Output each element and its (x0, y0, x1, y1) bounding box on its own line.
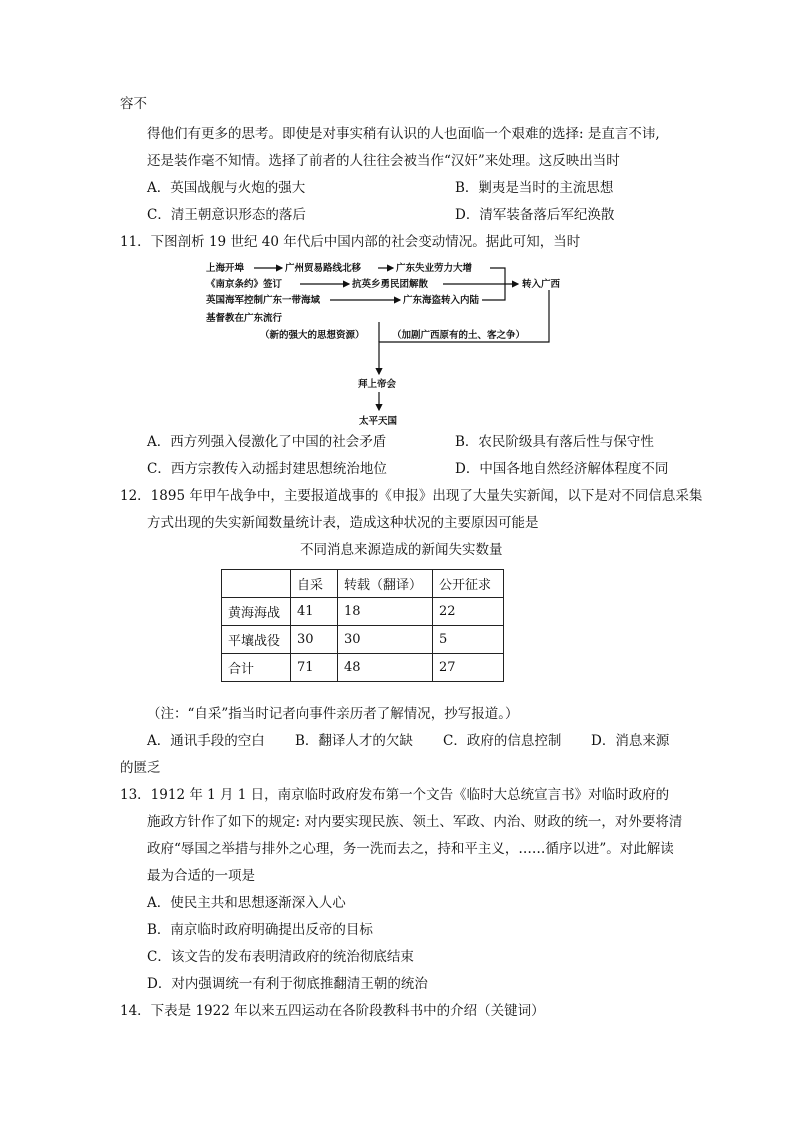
table-cell: 30 (338, 626, 433, 654)
table-row (222, 626, 504, 654)
diagram-nanjing-treaty: 《南京条约》签订 (206, 279, 283, 290)
q11-stem: 11．下图剖析 19 世纪 40 年代后中国内部的社会变动情况。据此可知，当时 (120, 234, 581, 250)
table-cell: 71 (291, 654, 338, 682)
table-cell: 平壤战役 (222, 626, 291, 654)
table-header-cell: 公开征求 (433, 570, 504, 598)
table-cell: 30 (291, 626, 338, 654)
table-cell: 22 (433, 598, 504, 626)
diagram-guangzhou-route: 广州贸易路线北移 (285, 263, 362, 274)
fragment-line2: 得他们有更多的思考。即使是对事实稍有认识的人也面临一个艰难的选择: 是直言不讳, (147, 126, 660, 142)
q12-note: （注：“自采”指当时记者向事件亲历者了解情况，抄写报道。） (147, 706, 519, 722)
table-header-row (222, 570, 504, 598)
fragment-option-b: B．剿夷是当时的主流思想 (455, 180, 614, 196)
diagram-militia-disband: 抗英乡勇民团解散 (352, 279, 429, 290)
q11-flow-diagram (200, 254, 580, 430)
fragment-option-c: C．清王朝意识形态的落后 (147, 207, 306, 223)
table-cell: 41 (291, 598, 338, 626)
q12-option-b: B．翻译人才的欠缺 (295, 733, 413, 749)
q12-option-c: C．政府的信息控制 (443, 733, 562, 749)
q13-stem-line1: 13．1912 年 1 月 1 日，南京临时政府发布第一个文告《临时大总统宣言书》对临时政府的 (120, 787, 670, 803)
table-cell: 合计 (222, 654, 291, 682)
table-cell: 27 (433, 654, 504, 682)
q13-stem-line3: 政府“辱国之举措与排外之心理，务一洗而去之，持和平主义，……循序以进”。对此解读 (147, 841, 674, 857)
q11-option-b: B．农民阶级具有落后性与保守性 (455, 434, 654, 450)
diagram-christianity: 基督教在广东流行 (206, 313, 283, 324)
q13-option-d: D．对内强调统一有利于彻底推翻清王朝的统治 (147, 976, 428, 992)
q12-option-a: A．通讯手段的空白 (147, 733, 265, 749)
diagram-note-right: （加剧广西原有的土、客之争） (392, 330, 526, 341)
table-cell: 18 (338, 598, 433, 626)
table-cell: 黄海海战 (222, 598, 291, 626)
diagram-pirates-inland: 广东海盗转入内陆 (403, 295, 480, 306)
table-header-cell: 自采 (291, 570, 338, 598)
diagram-guangdong-unemployment: 广东失业劳力大增 (396, 263, 473, 274)
table-cell: 5 (433, 626, 504, 654)
diagram-note-left: （新的强大的思想资源） (260, 330, 365, 341)
q13-option-b: B．南京临时政府明确提出反帝的目标 (147, 922, 373, 938)
fragment-option-a: A．英国战舰与火炮的强大 (147, 180, 306, 196)
q11-option-d: D．中国各地自然经济解体程度不同 (455, 461, 669, 477)
q13-option-a: A．使民主共和思想逐渐深入人心 (147, 895, 346, 911)
diagram-shanghai-port: 上海开埠 (206, 263, 245, 274)
q13-stem-line2: 施政方针作了如下的规定: 对内要实现民族、领土、军政、内治、财政的统一，对外要将清 (147, 814, 683, 830)
q12-option-d-continued: 的匮乏 (120, 760, 161, 776)
q12-stem-line1: 12．1895 年甲午战争中，主要报道战事的《申报》出现了大量失实新闻，以下是对不同信息采集 (120, 488, 703, 504)
q12-table-title: 不同消息来源造成的新闻失实数量 (300, 542, 503, 558)
diagram-god-worshipping: 拜上帝会 (358, 379, 397, 390)
q12-stem-line2: 方式出现的失实新闻数量统计表，造成这种状况的主要原因可能是 (147, 515, 539, 531)
q13-stem-line4: 最为合适的一项是 (147, 868, 255, 884)
table-row (222, 654, 504, 682)
table-header-cell: 转载（翻译） (338, 570, 433, 598)
diagram-guangxi: 转入广西 (522, 279, 561, 290)
q11-option-a: A．西方列强入侵激化了中国的社会矛盾 (147, 434, 387, 450)
diagram-british-navy: 英国海军控制广东一带海域 (206, 295, 321, 306)
fragment-line3: 还是装作毫不知情。选择了前者的人往往会被当作“汉奸”来处理。这反映出当时 (147, 153, 620, 169)
fragment-line1: 容不 (120, 96, 147, 112)
fragment-option-d: D．清军装备落后军纪涣散 (455, 207, 615, 223)
diagram-taiping: 太平天国 (359, 416, 398, 427)
q12-data-table (221, 569, 504, 682)
q11-option-c: C．西方宗教传入动摇封建思想统治地位 (147, 461, 387, 477)
q13-option-c: C．该文告的发布表明清政府的统治彻底结束 (147, 949, 414, 965)
q14-stem: 14．下表是 1922 年以来五四运动在各阶段教科书中的介绍（关键词） (120, 1003, 545, 1019)
table-header-cell (222, 570, 291, 598)
table-row (222, 598, 504, 626)
table-cell: 48 (338, 654, 433, 682)
q12-option-d: D．消息来源 (591, 733, 670, 749)
